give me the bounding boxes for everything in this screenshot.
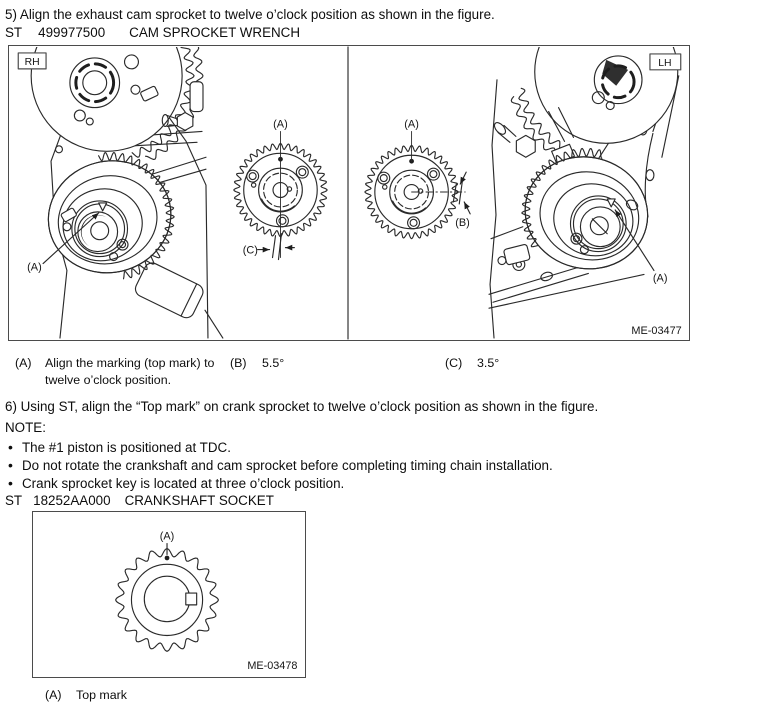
figure2-line-art bbox=[116, 544, 219, 652]
rh-tag: RH bbox=[24, 56, 40, 68]
note-heading: NOTE: bbox=[5, 420, 46, 435]
legend-a-label: (A) bbox=[15, 356, 32, 370]
callout-c-rh-schematic: (C) bbox=[242, 244, 258, 257]
figure2-id: ME-03478 bbox=[247, 660, 298, 673]
step6-instruction: 6) Using ST, align the “Top mark” on crank sprocket to twelve o’clock position as shown in the figure. bbox=[5, 399, 599, 414]
step6-st-row bbox=[5, 493, 274, 509]
tool-part-number: 499977500 bbox=[38, 25, 106, 40]
figure1-line-art bbox=[31, 46, 682, 338]
note-item: • Do not rotate the crankshaft and cam sprocket before completing timing chain installation. bbox=[5, 458, 553, 474]
callout-a-crank: (A) bbox=[159, 530, 175, 543]
note-item: • The #1 piston is positioned at TDC. bbox=[5, 440, 231, 456]
step5-st-row bbox=[5, 25, 300, 41]
legend-c-label: (C) bbox=[445, 356, 463, 370]
callout-a-lh-schematic: (A) bbox=[404, 118, 419, 131]
legend2-a-label: (A) bbox=[45, 688, 62, 702]
legend-b-label: (B) bbox=[230, 356, 247, 370]
legend-a-text: Align the marking (top mark) to twelve o’clock position. bbox=[45, 356, 215, 387]
step5-instruction: 5) Align the exhaust cam sprocket to twelve o’clock position as shown in the figure. bbox=[5, 7, 495, 22]
lh-tag: LH bbox=[658, 57, 672, 69]
note-item: • Crank sprocket key is located at three o’clock position. bbox=[5, 476, 344, 492]
legend-c-value: 3.5° bbox=[477, 356, 500, 370]
callout-a-rh-schematic: (A) bbox=[273, 118, 288, 131]
figure1-id: ME-03477 bbox=[631, 325, 682, 338]
figure-me-03478 bbox=[32, 511, 306, 678]
legend-b-value: 5.5° bbox=[262, 356, 285, 370]
callout-b-lh-schematic: (B) bbox=[455, 216, 470, 229]
legend2-a-text: Top mark bbox=[76, 688, 127, 702]
st-label: ST bbox=[5, 25, 23, 40]
tool-name: CAM SPROCKET WRENCH bbox=[129, 25, 301, 40]
tool-name: CRANKSHAFT SOCKET bbox=[124, 493, 274, 508]
figure-me-03477 bbox=[8, 45, 690, 341]
callout-a-lh-engine: (A) bbox=[652, 272, 668, 285]
figure1-illustration bbox=[9, 46, 689, 340]
tool-part-number: 18252AA000 bbox=[33, 493, 111, 508]
st-label: ST bbox=[5, 493, 23, 508]
callout-a-rh-engine: (A) bbox=[27, 261, 42, 274]
figure2-illustration bbox=[33, 512, 305, 677]
